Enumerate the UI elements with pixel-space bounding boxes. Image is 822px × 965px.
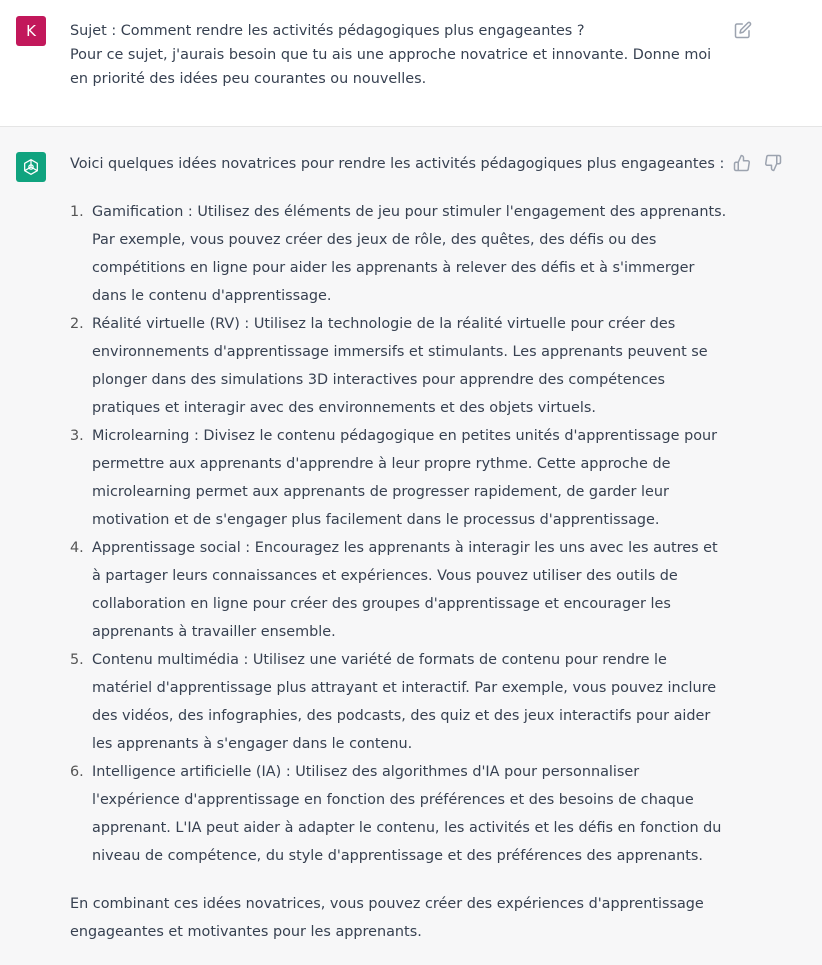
assistant-conclusion: En combinant ces idées novatrices, vous pouvez créer des expériences d'apprentissage engageantes et motivantes pour les apprenants. [70, 896, 704, 940]
user-message-text [70, 19, 730, 91]
thumbs-up-icon[interactable] [733, 154, 751, 172]
list-item-number: 5. [70, 652, 84, 668]
list-item-text: Microlearning : Divisez le contenu pédagogique en petites unités d'apprentissage pour permettre aux apprenants d'apprendre à leur propre rythme. Cette approche de microlearning permet aux apprenants de progresser rapidement, de garder leur motivation et de s'engager plus facilement dans le processus d'apprentissage. [92, 428, 718, 528]
thumbs-down-icon[interactable] [764, 154, 782, 172]
list-item [70, 758, 730, 870]
list-item-text: Apprentissage social : Encouragez les apprenants à interagir les uns avec les autres et à partager leurs connaissances et expériences. Vous pouvez utiliser des outils de collaboration en ligne pour créer des groupes d'apprentissage et encourager les apprenants à travailler ensemble. [92, 540, 718, 640]
list-item-text: Contenu multimédia : Utilisez une variété de formats de contenu pour rendre le matériel d'apprentissage plus attrayant et interactif. Par exemple, vous pouvez inclure des vidéos, des infographies, des podcasts, des quiz et des jeux interactifs pour aider les apprenants à s'engager dans le contenu. [92, 652, 717, 752]
user-message-line-1: Sujet : Comment rendre les activités pédagogiques plus engageantes ? [70, 23, 585, 39]
assistant-message-text [70, 150, 730, 946]
user-message-line-2: Pour ce sujet, j'aurais besoin que tu ais une approche novatrice et innovante. Donne moi en priorité des idées peu courantes ou nouvelles. [70, 47, 712, 87]
list-item [70, 198, 730, 310]
user-message-row [0, 0, 822, 127]
assistant-intro: Voici quelques idées novatrices pour rendre les activités pédagogiques plus engageantes : [70, 156, 725, 172]
list-item [70, 310, 730, 422]
list-item [70, 422, 730, 534]
feedback-controls [733, 154, 790, 174]
list-item [70, 534, 730, 646]
list-item-text: Intelligence artificielle (IA) : Utilisez des algorithmes d'IA pour personnaliser l'expérience d'apprentissage en fonction des préférences et des besoins de chaque apprenant. L'IA peut aider à adapter le contenu, les activités et les défis en fonction du niveau de compétence, du style d'apprentissage et des préférences des apprenants. [92, 764, 722, 864]
list-item-number: 1. [70, 204, 84, 220]
user-avatar: K [16, 16, 46, 46]
edit-icon[interactable] [734, 21, 752, 39]
list-item [70, 646, 730, 758]
list-item-number: 2. [70, 316, 84, 332]
list-item-number: 6. [70, 764, 84, 780]
ideas-list [70, 198, 730, 870]
list-item-text: Réalité virtuelle (RV) : Utilisez la technologie de la réalité virtuelle pour créer des environnements d'apprentissage immersifs et stimulants. Les apprenants peuvent se plonger dans des simulations 3D interactives pour apprendre des compétences pratiques et interagir avec des environnements et des objets virtuels. [92, 316, 708, 416]
assistant-avatar [16, 152, 46, 182]
assistant-message-row [0, 127, 822, 965]
list-item-number: 3. [70, 428, 84, 444]
list-item-text: Gamification : Utilisez des éléments de jeu pour stimuler l'engagement des apprenants. Par exemple, vous pouvez créer des jeux de rôle, des quêtes, des défis ou des compétitions en ligne pour aider les apprenants à relever des défis et à s'immerger dans le contenu d'apprentissage. [92, 204, 727, 304]
list-item-number: 4. [70, 540, 84, 556]
